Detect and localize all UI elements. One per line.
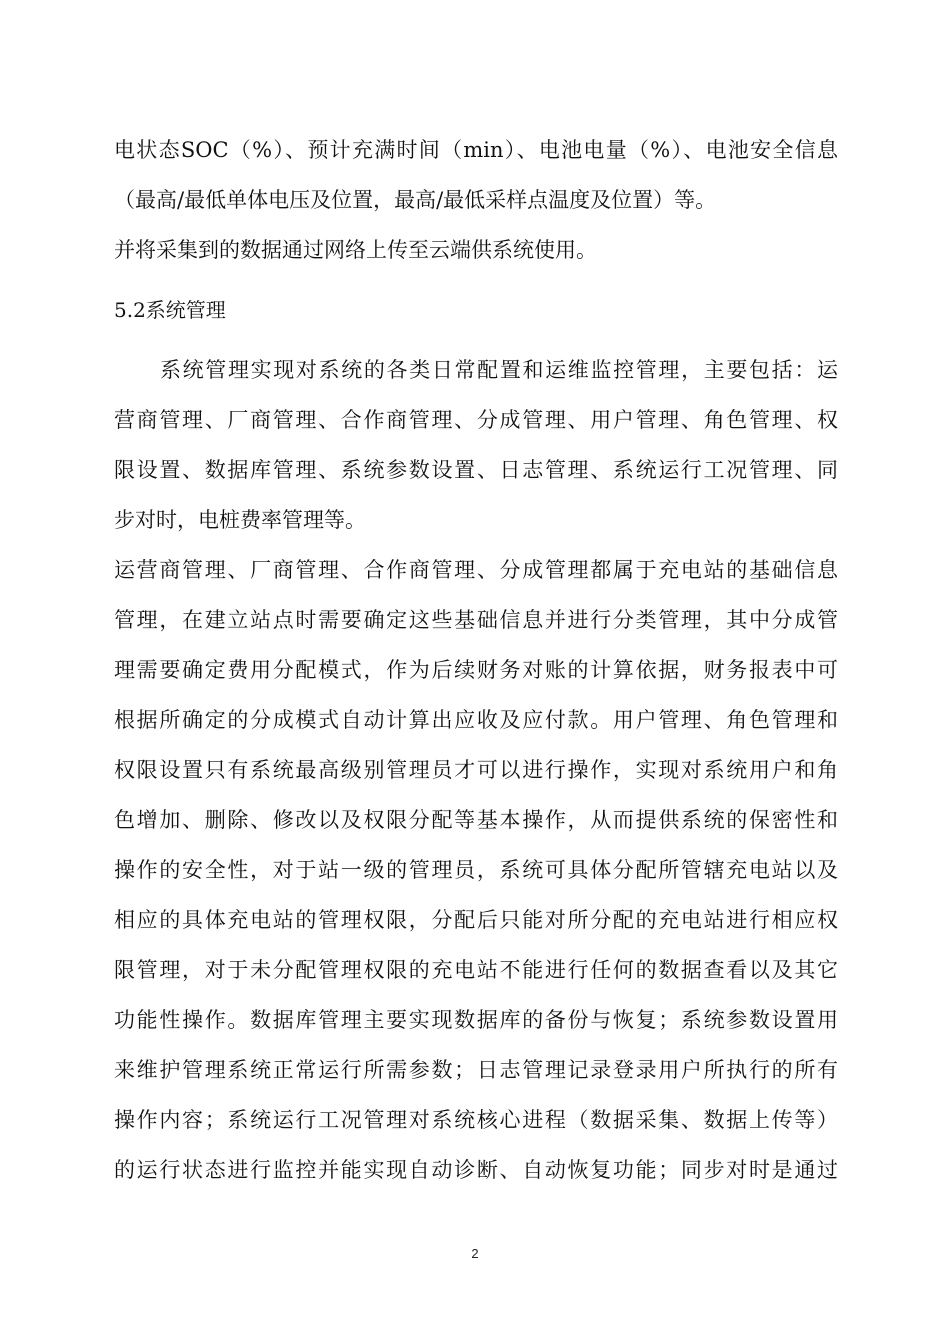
text-line: 功能性操作。数据库管理主要实现数据库的备份与恢复；系统参数设置用 — [114, 1008, 838, 1032]
text-line: 操作内容；系统运行工况管理对系统核心进程（数据采集、数据上传等） — [114, 1108, 838, 1132]
text-line: 限管理，对于未分配管理权限的充电站不能进行任何的数据查看以及其它 — [114, 958, 838, 982]
text-line: 限设置、数据库管理、系统参数设置、日志管理、系统运行工况管理、同 — [114, 458, 838, 482]
text-line: 理需要确定费用分配模式，作为后续财务对账的计算依据，财务报表中可 — [114, 658, 838, 682]
text-line: （最高/最低单体电压及位置，最高/最低采样点温度及位置）等。 — [114, 188, 717, 212]
text-line: 营商管理、厂商管理、合作商管理、分成管理、用户管理、角色管理、权 — [114, 408, 838, 432]
text-line: 运营商管理、厂商管理、合作商管理、分成管理都属于充电站的基础信息 — [114, 558, 838, 582]
page-number: 2 — [471, 1246, 479, 1261]
text-line: 相应的具体充电站的管理权限，分配后只能对所分配的充电站进行相应权 — [114, 908, 838, 932]
text-line: 根据所确定的分成模式自动计算出应收及应付款。用户管理、角色管理和 — [114, 708, 838, 732]
text-line: 并将采集到的数据通过网络上传至云端供系统使用。 — [114, 238, 597, 262]
text-line: 来维护管理系统正常运行所需参数；日志管理记录登录用户所执行的所有 — [114, 1058, 838, 1082]
text-line: 色增加、删除、修改以及权限分配等基本操作，从而提供系统的保密性和 — [114, 808, 838, 832]
text-line: 权限设置只有系统最高级别管理员才可以进行操作，实现对系统用户和角 — [114, 758, 838, 782]
text-line: 系统管理实现对系统的各类日常配置和运维监控管理，主要包括：运 — [160, 358, 838, 382]
text-line: 操作的安全性，对于站一级的管理员，系统可具体分配所管辖充电站以及 — [114, 858, 838, 882]
text-line: 电状态SOC（%）、预计充满时间（min）、电池电量（%）、电池安全信息 — [114, 138, 838, 162]
text-line: 的运行状态进行监控并能实现自动诊断、自动恢复功能；同步对时是通过 — [114, 1158, 838, 1182]
section-heading: 5.2系统管理 — [114, 298, 226, 322]
text-line: 步对时，电桩费率管理等。 — [114, 508, 366, 532]
text-line: 管理，在建立站点时需要确定这些基础信息并进行分类管理，其中分成管 — [114, 608, 838, 632]
